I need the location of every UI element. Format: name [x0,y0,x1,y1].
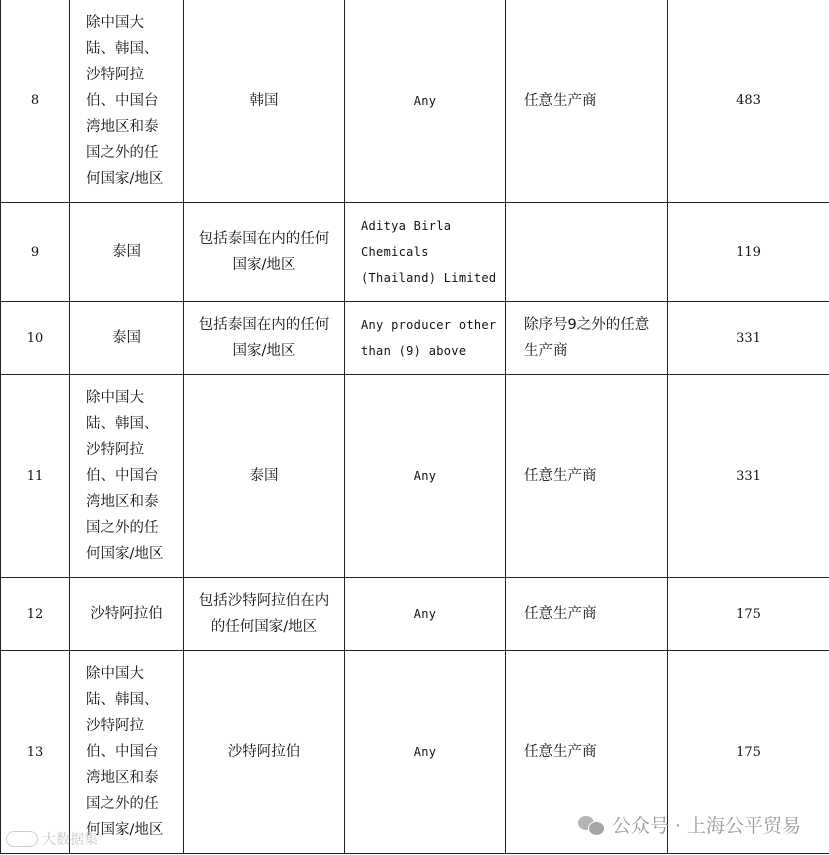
table-row [1,375,829,578]
manufacturer: Any [345,0,506,203]
export-country: 韩国 [184,0,345,203]
table-row [1,0,829,203]
table-row [1,302,829,375]
producer [506,203,668,302]
row-number: 8 [1,0,70,203]
origin-country: 泰国 [70,302,184,375]
manufacturer: Aditya Birla Chemicals (Thailand) Limited [345,203,506,302]
table-row [1,578,829,651]
export-country: 包括沙特阿拉伯在内的任何国家/地区 [184,578,345,651]
origin-country: 除中国大陆、韩国、沙特阿拉伯、中国台湾地区和泰国之外的任何国家/地区 [70,651,184,854]
duty-rate: 175 [668,651,829,854]
row-number: 10 [1,302,70,375]
duty-rate: 119 [668,203,829,302]
manufacturer: Any [345,578,506,651]
producer: 任意生产商 [506,651,668,854]
producer: 除序号9之外的任意生产商 [506,302,668,375]
account-watermark [578,811,801,838]
origin-country: 除中国大陆、韩国、沙特阿拉伯、中国台湾地区和泰国之外的任何国家/地区 [70,0,184,203]
export-country: 包括泰国在内的任何国家/地区 [184,302,345,375]
manufacturer: Any producer other than (9) above [345,302,506,375]
producer: 任意生产商 [506,375,668,578]
producer: 任意生产商 [506,578,668,651]
table-row [1,203,829,302]
duty-rate: 331 [668,302,829,375]
wechat-icon [578,814,604,836]
row-number: 9 [1,203,70,302]
duty-rate: 175 [668,578,829,651]
origin-country: 沙特阿拉伯 [70,578,184,651]
row-number: 13 [1,651,70,854]
producer: 任意生产商 [506,0,668,203]
source-logo-icon [6,831,38,847]
row-number: 11 [1,375,70,578]
row-number: 12 [1,578,70,651]
origin-country: 除中国大陆、韩国、沙特阿拉伯、中国台湾地区和泰国之外的任何国家/地区 [70,375,184,578]
account-watermark-text: 公众号 · 上海公平贸易 [611,815,801,837]
source-watermark [6,829,98,849]
manufacturer: Any [345,375,506,578]
manufacturer: Any [345,651,506,854]
duty-rate: 483 [668,0,829,203]
source-watermark-text: 大数据集 [42,832,98,848]
origin-country: 泰国 [70,203,184,302]
export-country: 沙特阿拉伯 [184,651,345,854]
export-country: 包括泰国在内的任何国家/地区 [184,203,345,302]
duty-rate: 331 [668,375,829,578]
export-country: 泰国 [184,375,345,578]
